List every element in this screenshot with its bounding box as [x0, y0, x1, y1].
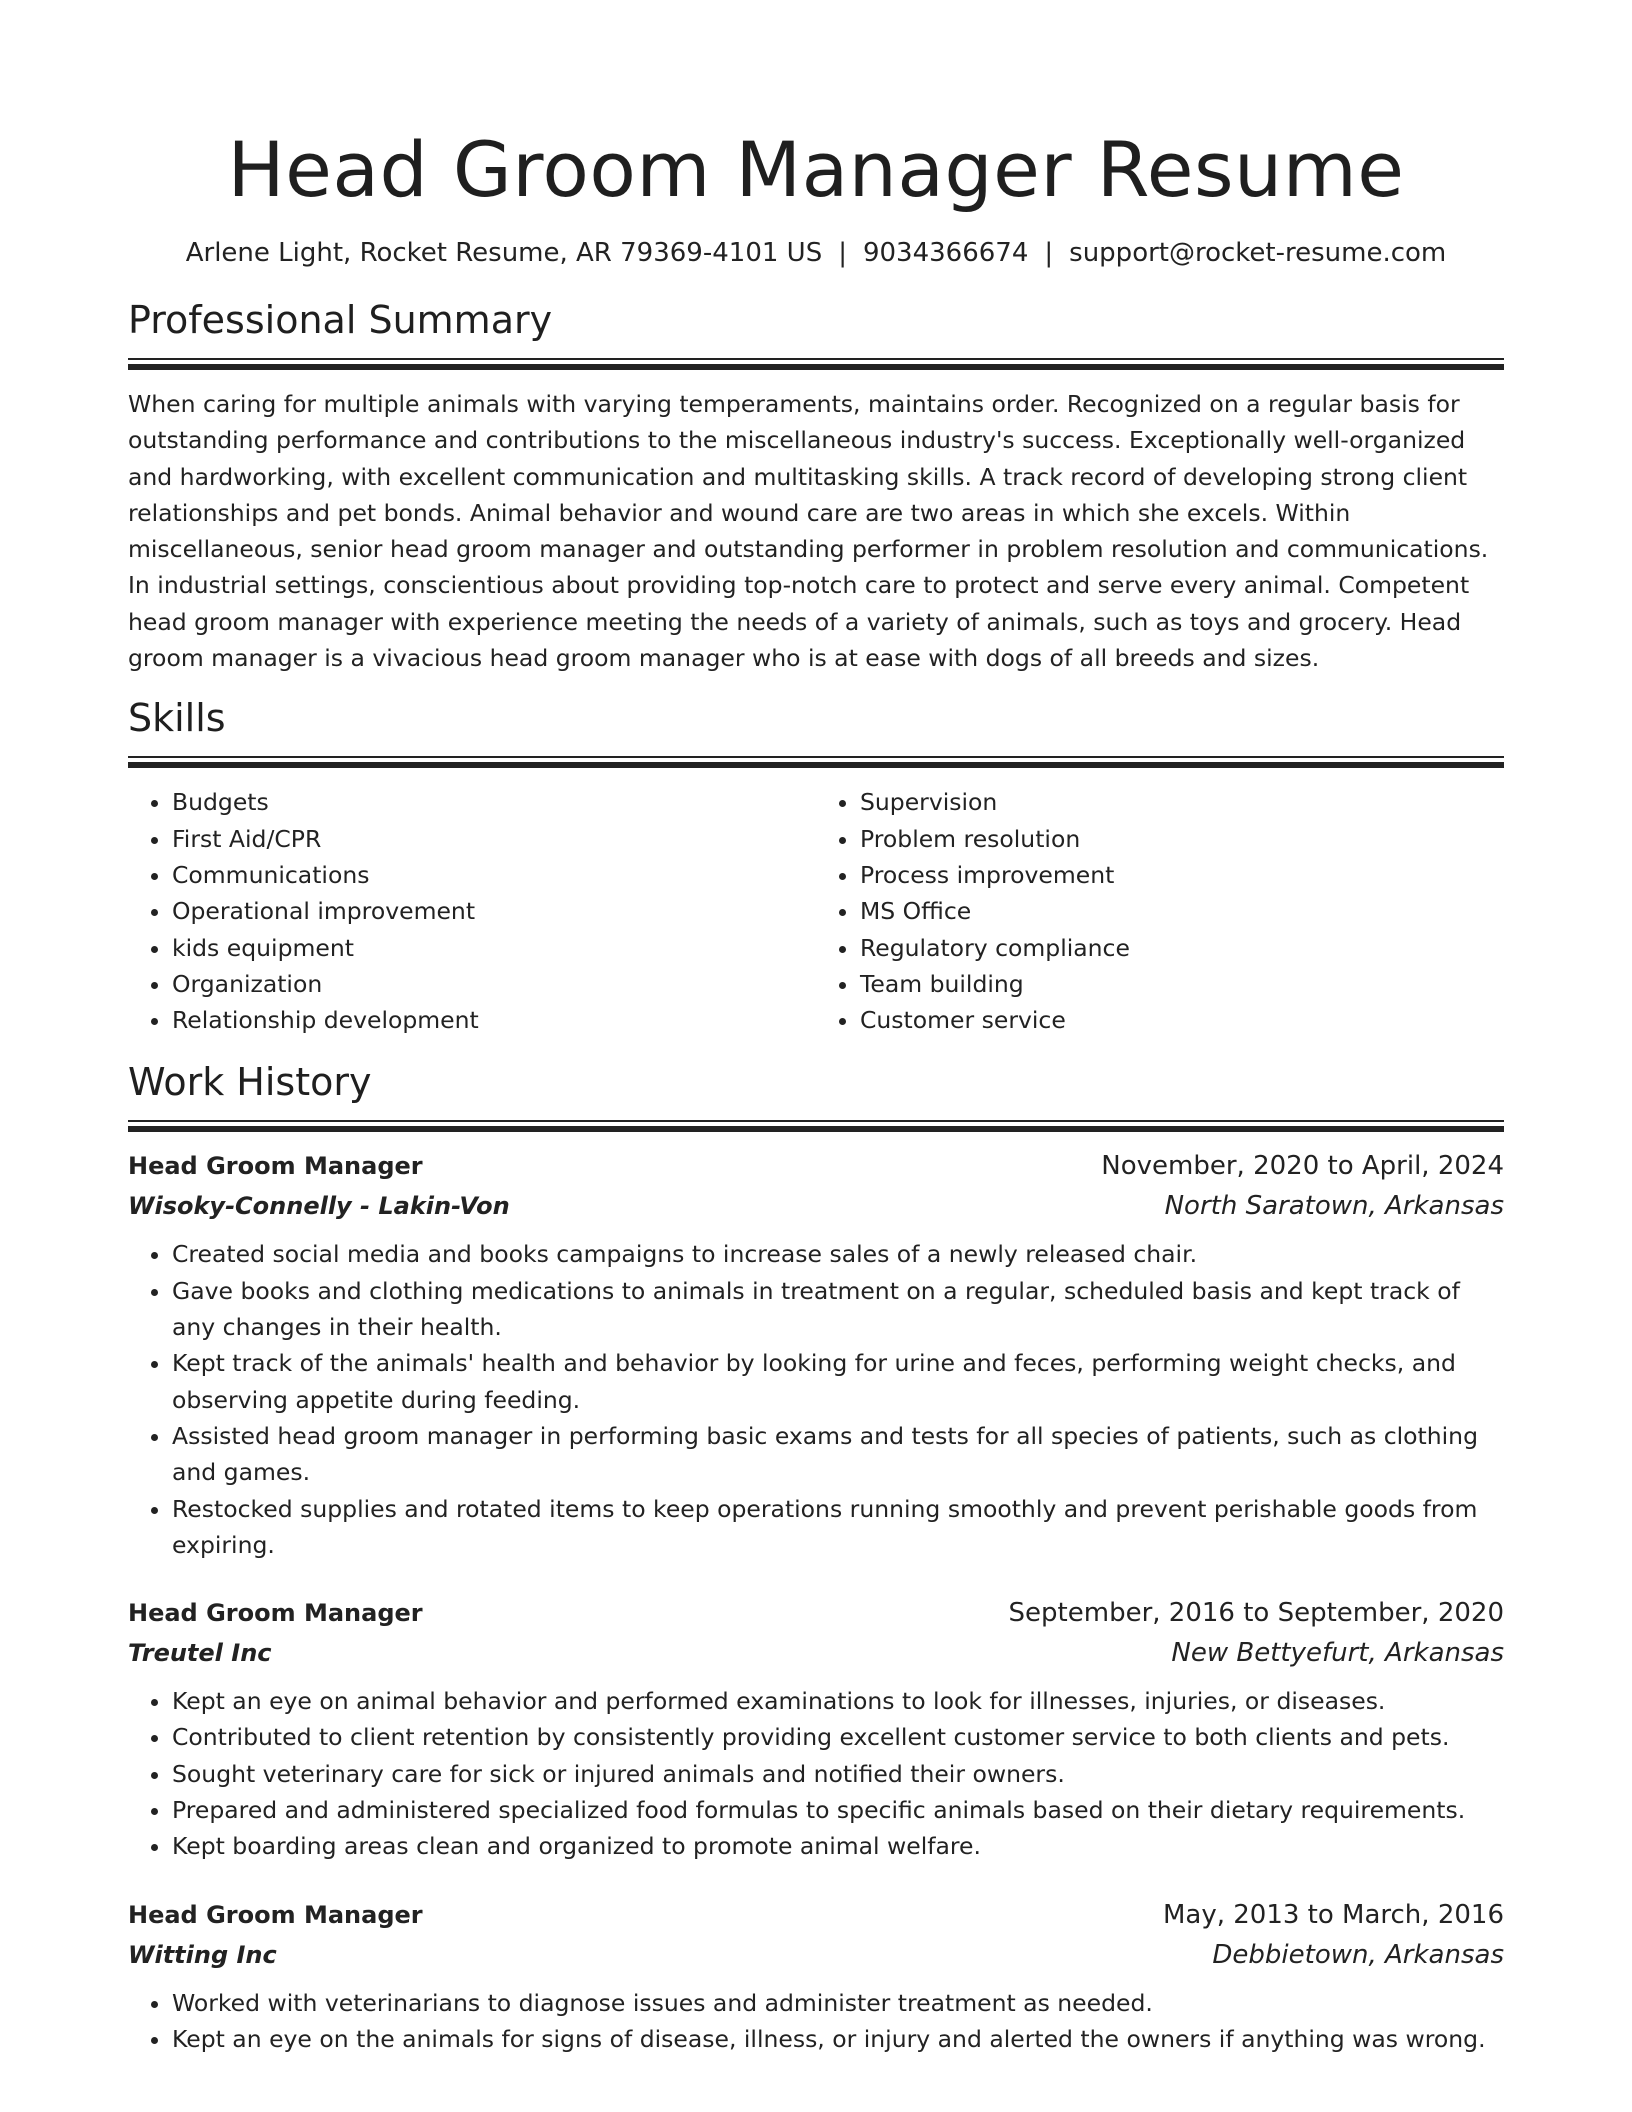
job-entry	[128, 1593, 1504, 1864]
job-dates: September, 2016 to September, 2020	[1008, 1598, 1504, 1629]
skill-item: • Operational improvement	[172, 893, 816, 929]
skill-item: • First Aid/CPR	[172, 821, 816, 857]
contact-phone: 9034366674	[862, 238, 1029, 268]
job-header	[128, 1895, 1504, 1935]
contact-separator: |	[838, 238, 847, 268]
job-bullets	[128, 1683, 1504, 1864]
job-company: Witting Inc	[128, 1940, 277, 1969]
job-company: Wisoky-Connelly - Lakin-Von	[128, 1192, 510, 1221]
job-dates: May, 2013 to March, 2016	[1162, 1899, 1504, 1930]
skill-item: • Budgets	[172, 784, 816, 820]
job-subheader	[128, 1186, 1504, 1226]
job-bullet: • Prepared and administered specialized food formulas to specific animals based on their dietary requirements.	[172, 1792, 1504, 1828]
skill-item: • Supervision	[860, 784, 1504, 820]
summary-text: When caring for multiple animals with varying temperaments, maintains order. Recognized on a regular basis for outstanding performance and contributions to the miscellaneous industry's success. Exceptionally well-organized and hardworking, with excellent communication and multitasking skills. A track record of developing strong client relationships and pet bonds. Animal behavior and wound care are two areas in which she excels. Within miscellaneous, senior head groom manager and outstanding performer in problem resolution and communications. In industrial settings, conscientious about providing top-notch care to protect and serve every animal. Competent head groom manager with experience meeting the needs of a variety of animals, such as toys and grocery. Head groom manager is a vivacious head groom manager who is at ease with dogs of all breeds and sizes.	[128, 390, 1489, 673]
resume-page	[128, 0, 1504, 2057]
job-bullet: • Kept an eye on animal behavior and performed examinations to look for illnesses, injuries, or diseases.	[172, 1683, 1504, 1719]
job-header	[128, 1146, 1504, 1186]
job-bullet: • Assisted head groom manager in performing basic exams and tests for all species of patients, such as clothing and games.	[172, 1418, 1504, 1491]
job-title: Head Groom Manager	[128, 1599, 423, 1628]
job-bullet: • Contributed to client retention by consistently providing excellent customer service to both clients and pets.	[172, 1719, 1504, 1755]
skills-list-left	[128, 784, 816, 1038]
job-entry	[128, 1895, 1504, 2058]
page-title: Head Groom Manager Resume	[227, 125, 1405, 214]
work-history-heading: Work History	[128, 1060, 372, 1105]
job-bullet: • Sought veterinary care for sick or injured animals and notified their owners.	[172, 1756, 1504, 1792]
job-subheader	[128, 1633, 1504, 1673]
job-bullets	[128, 1236, 1504, 1563]
skill-item: • Regulatory compliance	[860, 930, 1504, 966]
section-divider	[128, 358, 1504, 370]
skill-item: • Process improvement	[860, 857, 1504, 893]
skill-item: • Relationship development	[172, 1002, 816, 1038]
skill-item: • kids equipment	[172, 930, 816, 966]
job-dates: November, 2020 to April, 2024	[1101, 1151, 1504, 1182]
skills-list-right	[816, 784, 1504, 1038]
section-divider	[128, 756, 1504, 768]
summary-heading: Professional Summary	[128, 298, 553, 342]
skill-item: • Communications	[172, 857, 816, 893]
skill-item: • Problem resolution	[860, 821, 1504, 857]
job-entry	[128, 1146, 1504, 1563]
skill-item: • Customer service	[860, 1002, 1504, 1038]
job-company: Treutel Inc	[128, 1639, 272, 1668]
job-subheader	[128, 1935, 1504, 1975]
skills-columns	[128, 784, 1504, 1038]
job-header	[128, 1593, 1504, 1633]
skills-section	[128, 694, 1504, 1038]
skill-item: • MS Office	[860, 893, 1504, 929]
summary-section	[128, 296, 1504, 676]
job-bullet: • Kept an eye on the animals for signs of disease, illness, or injury and alerted the owners if anything was wrong.	[172, 2021, 1504, 2057]
skill-item: • Team building	[860, 966, 1504, 1002]
contact-line	[128, 236, 1504, 270]
job-bullet: • Created social media and books campaigns to increase sales of a newly released chair.	[172, 1236, 1504, 1272]
job-bullet: • Restocked supplies and rotated items to keep operations running smoothly and prevent perishable goods from expiring.	[172, 1491, 1504, 1564]
job-title: Head Groom Manager	[128, 1900, 423, 1929]
skills-heading: Skills	[128, 696, 226, 741]
skill-item: • Organization	[172, 966, 816, 1002]
contact-separator: |	[1044, 238, 1054, 268]
job-bullets	[128, 1985, 1504, 2058]
job-location: North Saratown, Arkansas	[1164, 1191, 1504, 1222]
job-bullet: • Worked with veterinarians to diagnose issues and administer treatment as needed.	[172, 1985, 1504, 2021]
contact-address: Arlene Light, Rocket Resume, AR 79369-4101 US	[185, 238, 823, 268]
section-divider	[128, 1120, 1504, 1132]
job-bullet: • Kept boarding areas clean and organized to promote animal welfare.	[172, 1828, 1504, 1864]
job-location: Debbietown, Arkansas	[1212, 1939, 1504, 1970]
contact-email: support@rocket-resume.com	[1069, 238, 1447, 268]
job-title: Head Groom Manager	[128, 1152, 423, 1181]
job-location: New Bettyefurt, Arkansas	[1171, 1638, 1504, 1669]
job-bullet: • Gave books and clothing medications to animals in treatment on a regular, scheduled basis and kept track of any changes in their health.	[172, 1273, 1504, 1346]
work-history-section	[128, 1058, 1504, 2057]
job-bullet: • Kept track of the animals' health and behavior by looking for urine and feces, performing weight checks, and observing appetite during feeding.	[172, 1345, 1504, 1418]
